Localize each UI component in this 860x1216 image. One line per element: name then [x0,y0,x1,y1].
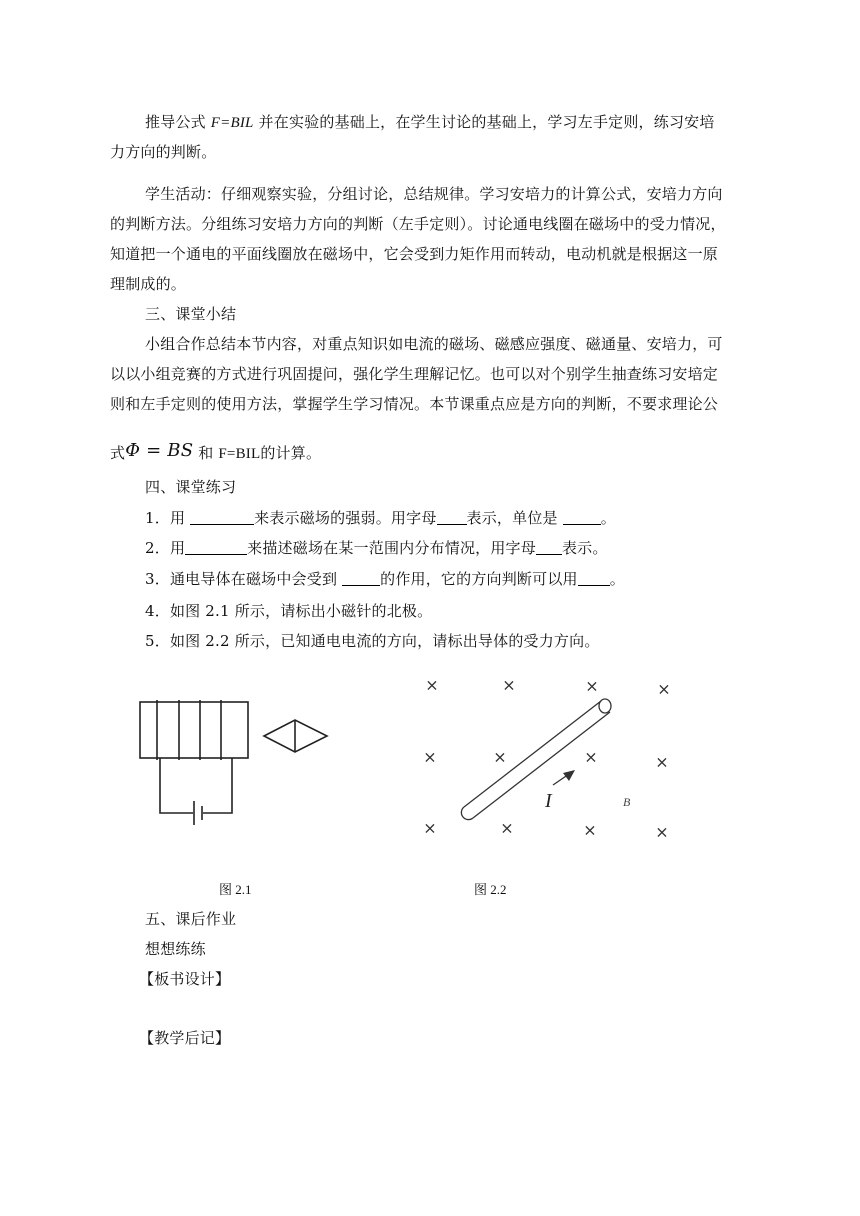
figure-2-2-caption: 图 2.2 [474,882,507,897]
question-1: 1．用 来表示磁场的强弱。用字母 表示，单位是 。 [145,509,616,527]
answer-blank-2a[interactable] [185,538,247,555]
field-x-mark: × [655,822,669,842]
conductor-rod-end [461,807,473,820]
homework-item: 想想练练 [145,940,206,958]
section-heading-practice: 四、课堂练习 [145,478,237,496]
current-label: I [545,790,552,812]
answer-blank-1b[interactable] [437,508,467,525]
paragraph-derivation-line1: 推导公式 F=BIL 并在实验的基础上，在学生讨论的基础上，学习左手定则，练习安培 [145,113,715,131]
formula-phi-bs: Φ = BS [125,440,194,461]
field-x-mark: × [493,747,507,767]
paragraph-derivation-line2: 力方向的判断。 [110,143,217,161]
field-x-mark: × [423,818,437,838]
figure-2-1-caption: 图 2.1 [219,882,252,897]
field-label: B [623,795,631,809]
board-design-heading: 【板书设计】 [139,970,231,988]
answer-blank-3a[interactable] [342,569,380,586]
paragraph-student-activity-line3: 知道把一个通电的平面线圈放在磁场中，它会受到力矩作用而转动，电动机就是根据这一原 [110,245,719,263]
answer-blank-1c[interactable] [563,508,601,525]
section-heading-summary: 三、课堂小结 [145,305,237,323]
paragraph-student-activity-line4: 理制成的。 [110,275,187,293]
paragraph-student-activity-line2: 的判断方法。分组练习安培力方向的判断（左手定则）。讨论通电线圈在磁场中的受力情况， [110,215,726,233]
question-3: 3．通电导体在磁场中会受到 的作用，它的方向判断可以用 。 [145,570,625,588]
paragraph-summary-line2: 以以小组竞赛的方式进行巩固提问，强化学生理解记忆。也可以对个别学生抽查练习安培定 [110,365,719,383]
question-2: 2．用 来描述磁场在某一范围内分布情况，用字母 表示。 [145,539,608,557]
answer-blank-1a[interactable] [190,508,254,525]
field-x-mark: × [583,820,597,840]
question-4: 4．如图 2.1 所示，请标出小磁针的北极。 [145,602,433,620]
field-x-mark: × [657,679,671,699]
conductor-rod-end [599,699,611,713]
field-x-mark: × [425,675,439,695]
solenoid-body [140,702,248,758]
field-x-mark: × [584,747,598,767]
teaching-notes-heading: 【教学后记】 [139,1029,231,1047]
conductor-rod-edge [464,701,601,807]
field-x-mark: × [655,752,669,772]
formula-fbil: F=BIL [210,115,254,131]
current-arrow-head [563,770,575,781]
paragraph-summary-line3: 则和左手定则的使用方法，掌握学生学习情况。本节课重点应是方向的判断，不要求理论公 [110,395,719,413]
formula-fbil-2: F=BIL [218,446,261,462]
field-x-mark: × [423,747,437,767]
field-x-mark: × [500,818,514,838]
circuit-wire-right [203,758,232,813]
circuit-wire-left [160,758,193,813]
paragraph-student-activity-line1: 学生活动：仔细观察实验，分组讨论，总结规律。学习安培力的计算公式，安培力方向 [145,185,723,203]
compass-needle [264,720,327,752]
paragraph-summary-line1: 小组合作总结本节内容，对重点知识如电流的磁场、磁感应强度、磁通量、安培力，可 [145,335,723,353]
answer-blank-3b[interactable] [578,569,610,586]
answer-blank-2b[interactable] [536,538,562,555]
field-x-mark: × [585,676,599,696]
current-arrow-shaft [553,772,572,785]
field-x-mark: × [502,675,516,695]
question-5: 5．如图 2.2 所示，已知通电电流的方向，请标出导体的受力方向。 [145,632,600,650]
conductor-rod-edge [473,712,610,818]
paragraph-summary-line4: 式Φ = BS 和 F=BIL的计算。 [110,440,322,462]
section-heading-homework: 五、课后作业 [145,910,237,928]
